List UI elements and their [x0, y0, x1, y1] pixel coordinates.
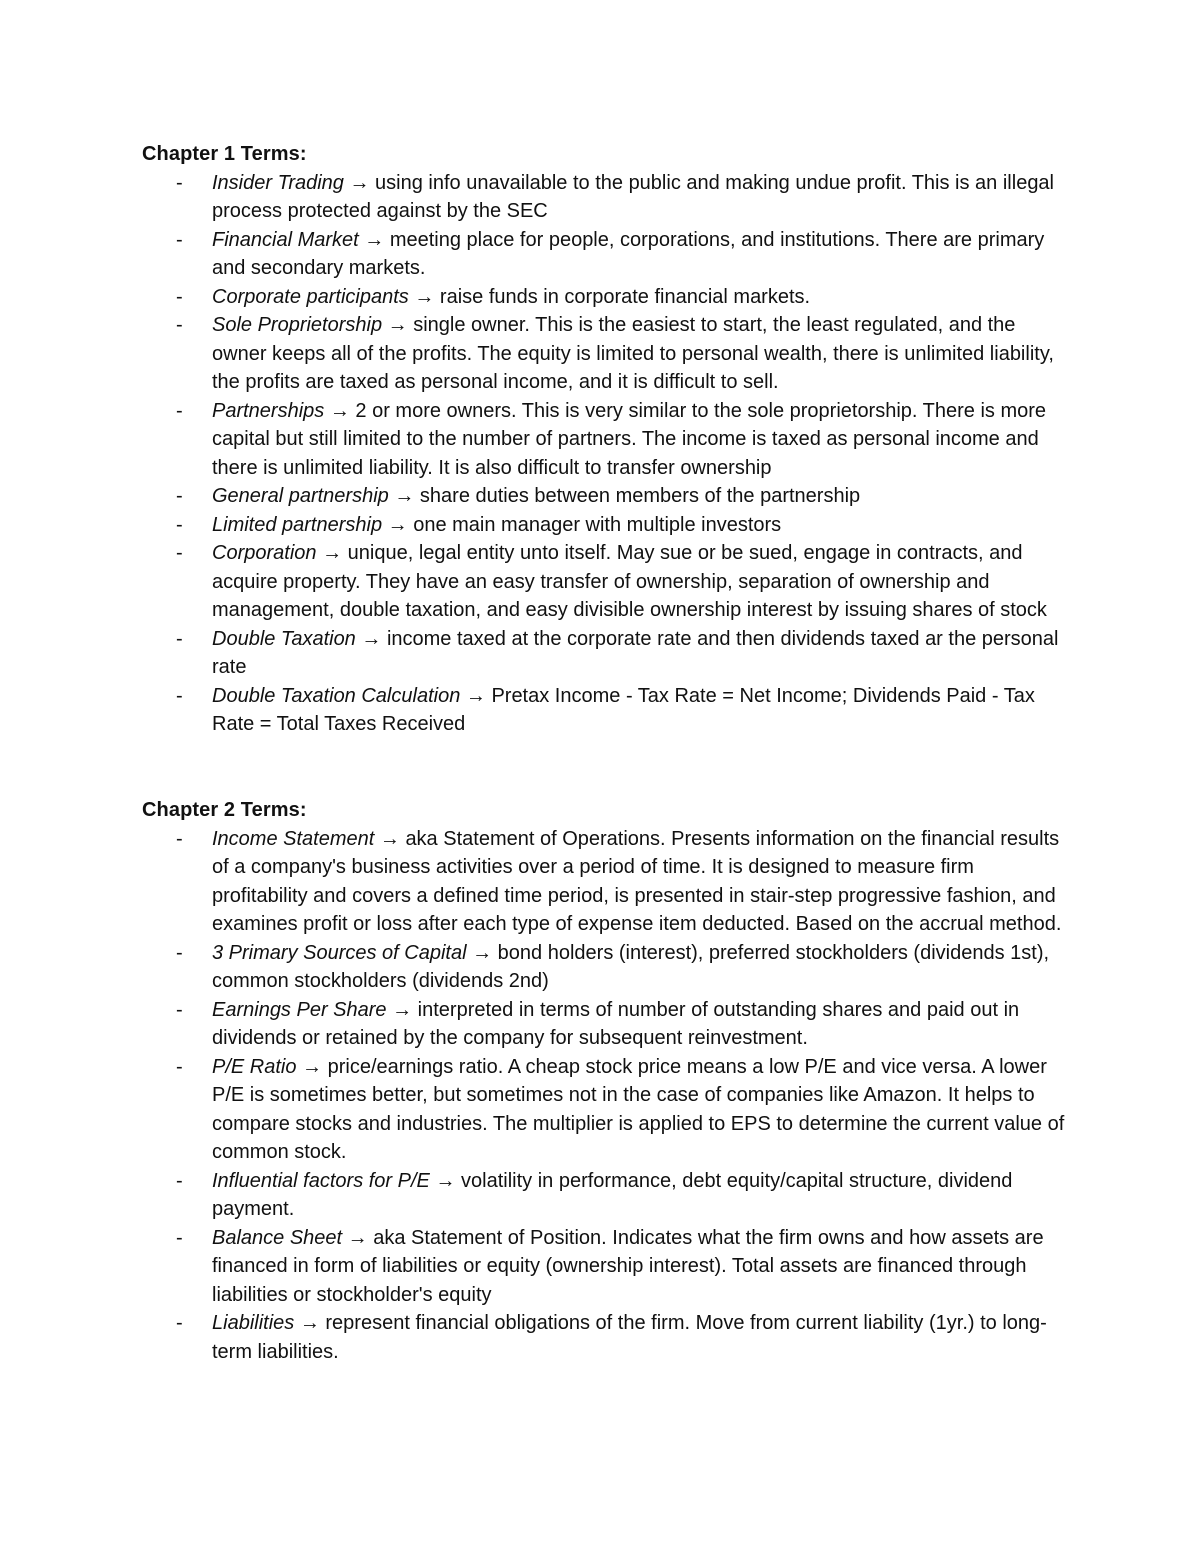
term-item	[142, 226, 1072, 283]
term-item	[142, 283, 1072, 312]
arrow-icon: →	[364, 228, 385, 251]
term-item	[142, 397, 1072, 483]
term-item	[142, 1309, 1072, 1366]
term-item	[142, 1224, 1072, 1310]
term-name: Income Statement	[212, 827, 375, 850]
term-definition: 2 or more owners. This is very similar to the sole proprietorship. There is more capital but still limited to the number of partners. The income is taxed as personal income and there is unlimited liability. It is also difficult to transfer ownership	[212, 399, 1047, 479]
term-item	[142, 539, 1072, 625]
bullet-dash: -	[176, 542, 183, 564]
term-definition: share duties between members of the partnership	[419, 485, 861, 507]
arrow-icon: →	[392, 998, 413, 1021]
bullet-dash: -	[176, 314, 183, 336]
arrow-icon: →	[465, 684, 486, 707]
arrow-icon: →	[387, 513, 408, 536]
chapter-2-section	[142, 796, 1072, 1366]
term-definition: raise funds in corporate financial markets.	[439, 285, 811, 308]
bullet-dash: -	[176, 171, 183, 194]
term-name: Liabilities	[212, 1312, 295, 1334]
bullet-dash: -	[176, 513, 183, 536]
chapter-1-terms-list	[142, 169, 1072, 739]
term-item	[142, 169, 1072, 226]
term-definition: one main manager with multiple investors	[413, 513, 782, 536]
chapter-1-section	[142, 140, 1072, 739]
term-name: Limited partnership	[212, 513, 383, 536]
chapter-2-heading: Chapter 2 Terms:	[142, 799, 307, 821]
term-name: Corporate participants	[212, 285, 409, 308]
term-item	[142, 482, 1072, 511]
arrow-icon: →	[387, 314, 408, 336]
term-definition: bond holders (interest), preferred stockholders (dividends 1st), common stockholders (dividends 2nd)	[212, 941, 1050, 992]
term-name: General partnership	[212, 485, 389, 507]
arrow-icon: →	[472, 941, 493, 964]
arrow-icon: →	[435, 1169, 456, 1192]
term-name: Double Taxation	[212, 627, 356, 650]
term-item	[142, 825, 1072, 939]
term-definition: unique, legal entity unto itself. May sue or be sued, engage in contracts, and acquire property. They have an easy transfer of ownership, separation of ownership and management, double taxation, and easy divisible ownership interest by issuing shares of stock	[212, 542, 1047, 621]
term-name: Insider Trading	[212, 171, 344, 194]
term-item	[142, 939, 1072, 996]
term-item	[142, 1053, 1072, 1167]
term-definition: represent financial obligations of the firm. Move from current liability (1yr.) to long-term liabilities.	[212, 1312, 1047, 1363]
term-name: Corporation	[212, 542, 317, 564]
bullet-dash: -	[176, 998, 183, 1021]
arrow-icon: →	[379, 827, 400, 850]
chapter-2-terms-list	[142, 825, 1072, 1367]
term-definition: volatility in performance, debt equity/capital structure, dividend payment.	[212, 1169, 1013, 1220]
term-name: Balance Sheet	[212, 1226, 343, 1249]
term-name: Influential factors for P/E	[212, 1169, 430, 1192]
arrow-icon: →	[329, 399, 350, 422]
term-definition: income taxed at the corporate rate and then dividends taxed ar the personal rate	[212, 627, 1059, 678]
bullet-dash: -	[176, 1055, 183, 1078]
term-name: Sole Proprietorship	[212, 314, 383, 336]
bullet-dash: -	[176, 285, 183, 308]
term-definition: aka Statement of Operations. Presents information on the financial results of a company's business activities over a period of time. It is designed to measure firm profitability and covers a defined time period, is presented in stair-step progressive fashion, and examines profit or loss after each type of expense item deducted. Based on the accrual method.	[212, 827, 1062, 935]
chapter-1-heading: Chapter 1 Terms:	[142, 143, 307, 165]
term-name: Partnerships	[212, 399, 325, 422]
arrow-icon: →	[299, 1312, 320, 1334]
arrow-icon: →	[361, 627, 382, 650]
bullet-dash: -	[176, 827, 183, 850]
term-definition: Pretax Income - Tax Rate = Net Income; Dividends Paid - Tax Rate = Total Taxes Received	[212, 684, 1035, 735]
term-name: Earnings Per Share	[212, 998, 387, 1021]
term-definition: price/earnings ratio. A cheap stock price means a low P/E and vice versa. A lower P/E is sometimes better, but sometimes not in the case of companies like Amazon. It helps to compare stocks and industries. The multiplier is applied to EPS to determine the current value of common stock.	[212, 1055, 1065, 1163]
term-definition: interpreted in terms of number of outstanding shares and paid out in dividends or retained by the company for subsequent reinvestment.	[212, 998, 1020, 1049]
term-definition: single owner. This is the easiest to start, the least regulated, and the owner keeps all of the profits. The equity is limited to personal wealth, there is unlimited liability, the profits are taxed as personal income, and it is difficult to sell.	[212, 314, 1054, 393]
term-item	[142, 996, 1072, 1053]
term-item	[142, 682, 1072, 739]
bullet-dash: -	[176, 1312, 183, 1334]
term-definition: using info unavailable to the public and making undue profit. This is an illegal process protected against by the SEC	[212, 171, 1055, 222]
term-item	[142, 625, 1072, 682]
bullet-dash: -	[176, 399, 183, 422]
term-definition: aka Statement of Position. Indicates what the firm owns and how assets are financed in form of liabilities or equity (ownership interest). Total assets are financed through liabilities or stockholder's equity	[212, 1226, 1044, 1306]
bullet-dash: -	[176, 485, 183, 507]
arrow-icon: →	[414, 285, 435, 308]
arrow-icon: →	[302, 1055, 323, 1078]
term-name: 3 Primary Sources of Capital	[212, 941, 467, 964]
arrow-icon: →	[349, 171, 370, 194]
bullet-dash: -	[176, 941, 183, 964]
term-name: Financial Market	[212, 228, 359, 251]
bullet-dash: -	[176, 1226, 183, 1249]
bullet-dash: -	[176, 684, 183, 707]
term-definition: meeting place for people, corporations, and institutions. There are primary and secondary markets.	[212, 228, 1045, 279]
arrow-icon: →	[322, 542, 343, 564]
bullet-dash: -	[176, 228, 183, 251]
bullet-dash: -	[176, 627, 183, 650]
arrow-icon: →	[347, 1226, 368, 1249]
bullet-dash: -	[176, 1169, 183, 1192]
term-name: Double Taxation Calculation	[212, 684, 461, 707]
term-item	[142, 1167, 1072, 1224]
term-item	[142, 511, 1072, 540]
term-item	[142, 311, 1072, 397]
term-name: P/E Ratio	[212, 1055, 297, 1078]
arrow-icon: →	[394, 485, 415, 507]
